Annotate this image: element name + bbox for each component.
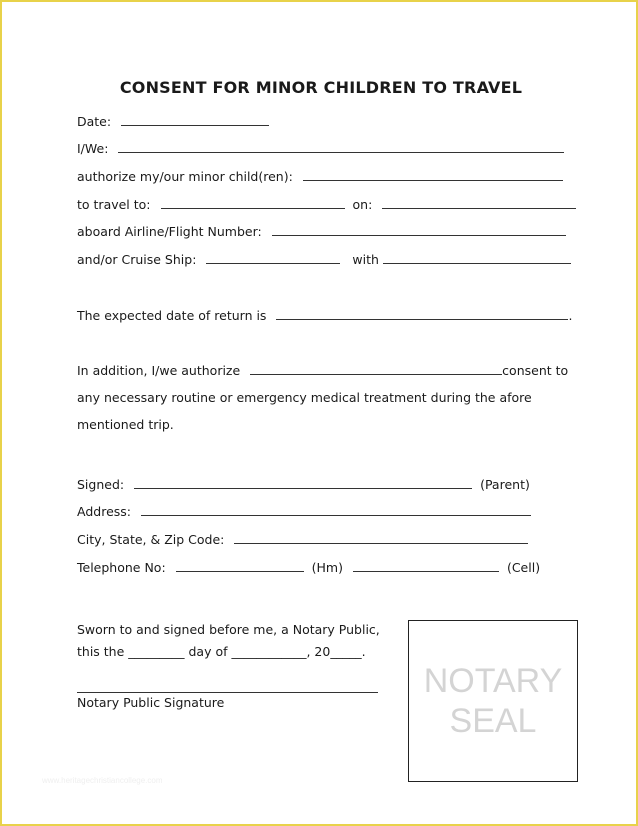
airline-blank[interactable] (272, 223, 566, 236)
iwe-label: I/We: (77, 141, 109, 156)
destination-blank[interactable] (161, 196, 345, 209)
authorize-label: authorize my/our minor child(ren): (77, 169, 293, 184)
return-row (77, 307, 572, 324)
airline-label: aboard Airline/Flight Number: (77, 224, 262, 239)
city-blank[interactable] (234, 531, 528, 544)
seal-text-notary: NOTARY (423, 662, 563, 700)
page-title: CONSENT FOR MINOR CHILDREN TO TRAVEL (119, 78, 523, 97)
with-label: with (352, 252, 379, 267)
notary-signature-label: Notary Public Signature (77, 695, 225, 710)
on-label: on: (352, 197, 373, 212)
notary-date-text: this the _________ day of ____________, 20_____. (77, 644, 366, 659)
travel-date-blank[interactable] (382, 196, 576, 209)
date-label: Date: (77, 114, 112, 129)
cruise-label: and/or Cruise Ship: (77, 252, 197, 267)
with-blank[interactable] (383, 251, 571, 264)
address-label: Address: (77, 504, 131, 519)
iwe-row (77, 140, 564, 157)
home-label: (Hm) (311, 560, 343, 575)
medical-row-1 (77, 362, 568, 379)
medical-authority-blank[interactable] (250, 362, 502, 375)
city-row (77, 531, 528, 548)
children-blank[interactable] (303, 168, 563, 181)
parent-signature-blank[interactable] (134, 476, 472, 489)
cruise-row (77, 251, 571, 268)
cell-phone-blank[interactable] (353, 559, 499, 572)
medical-row-3: mentioned trip. (77, 417, 174, 432)
watermark: www.heritagechristiancollege.com (42, 776, 163, 785)
parent-label: (Parent) (480, 477, 530, 492)
medical-text-a: In addition, I/we authorize (77, 363, 241, 378)
airline-row (77, 223, 566, 240)
cell-label: (Cell) (506, 560, 541, 575)
signed-label: Signed: (77, 477, 125, 492)
date-blank[interactable] (121, 113, 269, 126)
medical-text-b: consent to (502, 363, 569, 378)
travel-row (77, 196, 576, 213)
authorize-row (77, 168, 563, 185)
seal-text-seal: SEAL (449, 702, 537, 740)
signed-row (77, 476, 530, 493)
iwe-blank[interactable] (118, 140, 564, 153)
notary-sworn-text: Sworn to and signed before me, a Notary Public, (77, 622, 380, 637)
telephone-row (77, 559, 540, 576)
address-row (77, 503, 531, 520)
return-period: . (568, 308, 573, 323)
cruise-blank[interactable] (206, 251, 340, 264)
city-label: City, State, & Zip Code: (77, 532, 225, 547)
medical-row-2: any necessary routine or emergency medical treatment during the afore (77, 390, 532, 405)
return-date-blank[interactable] (276, 307, 568, 320)
telephone-label: Telephone No: (77, 560, 166, 575)
travel-to-label: to travel to: (77, 197, 151, 212)
date-row (77, 113, 269, 130)
return-label: The expected date of return is (77, 308, 267, 323)
notary-seal-box (408, 620, 578, 782)
address-blank[interactable] (141, 503, 531, 516)
home-phone-blank[interactable] (176, 559, 304, 572)
notary-signature-line[interactable] (77, 692, 378, 693)
